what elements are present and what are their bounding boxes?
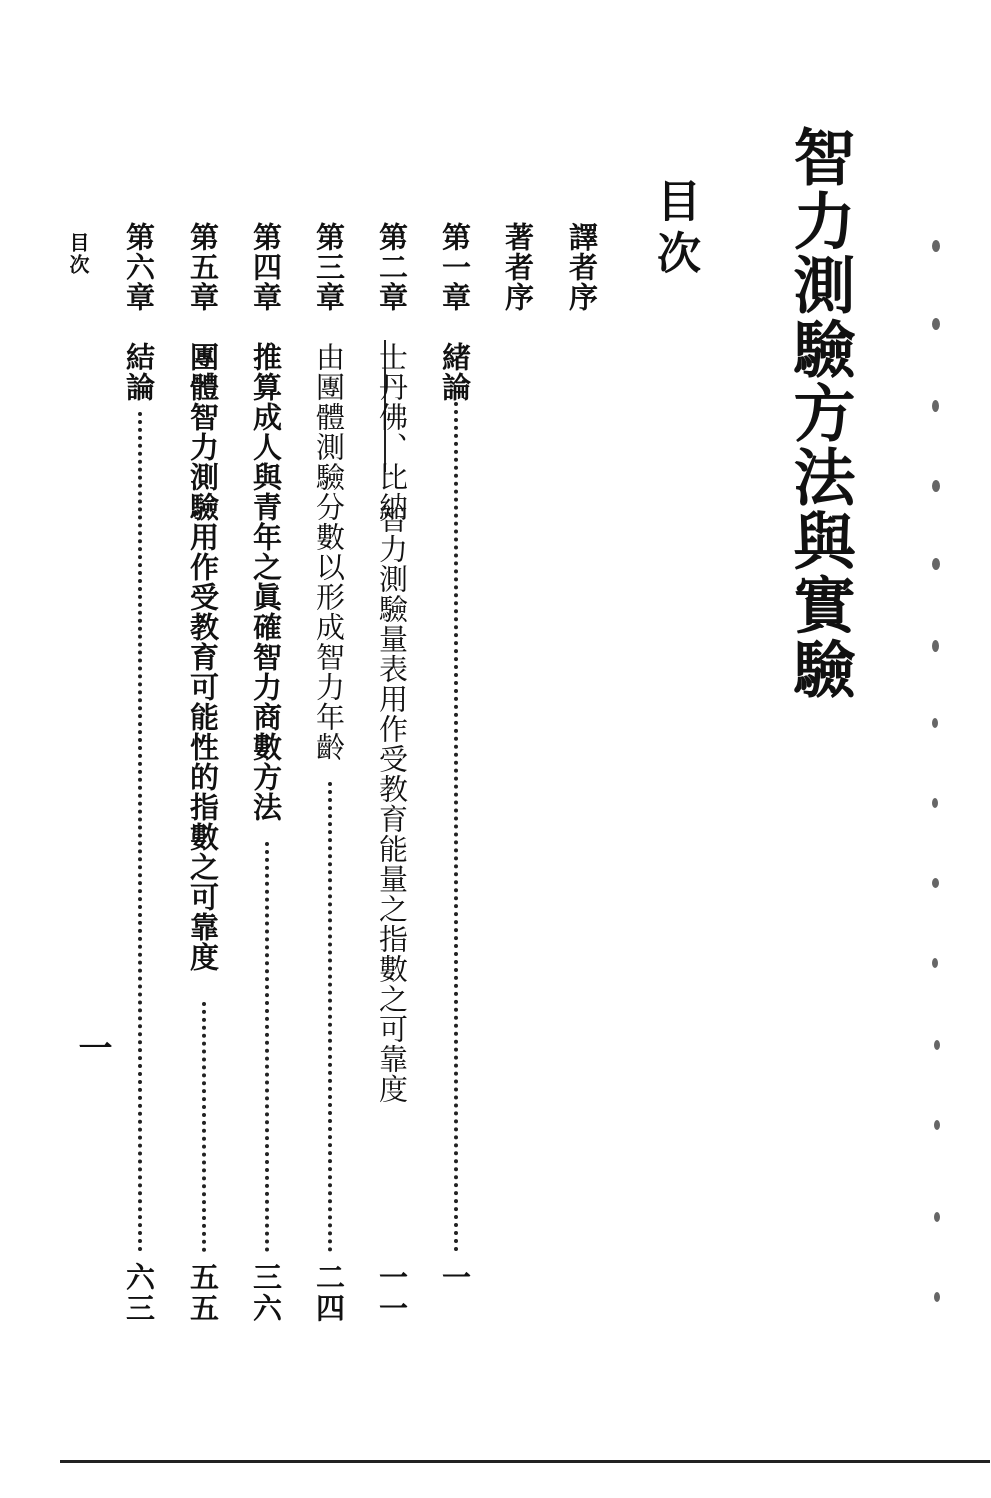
entry-label: 第三章 xyxy=(312,222,346,312)
toc-entry-chapter-2 xyxy=(373,222,413,1332)
dot-leader xyxy=(202,1002,210,1252)
entry-label: 第四章 xyxy=(249,222,283,312)
entry-page-number: 二四 xyxy=(312,1262,346,1324)
dot-leader xyxy=(454,402,462,1252)
toc-entry-chapter-5 xyxy=(184,222,224,1332)
page-folio: 一 xyxy=(72,1030,112,1064)
toc-entry-translator-preface xyxy=(563,222,603,1332)
toc-entry-chapter-6 xyxy=(120,222,160,1332)
entry-label: 著者序 xyxy=(501,222,535,312)
book-title: 智力測驗方法與實驗 xyxy=(783,125,856,701)
entry-title: 結論 xyxy=(122,342,156,402)
running-head: 目次 xyxy=(66,232,90,276)
entry-label: 第二章 xyxy=(375,222,409,312)
toc-entry-chapter-4 xyxy=(247,222,287,1332)
bottom-rule xyxy=(60,1460,990,1463)
entry-label: 第一章 xyxy=(438,222,472,312)
entry-label: 第六章 xyxy=(122,222,156,312)
toc-heading: 目次 xyxy=(649,178,700,282)
entry-label: 譯者序 xyxy=(565,222,599,312)
entry-page-number: 一 xyxy=(438,1262,472,1293)
entry-title: 推算成人與青年之眞確智力商數方法 xyxy=(249,342,283,822)
toc-entry-author-preface xyxy=(499,222,539,1332)
dot-leader xyxy=(265,842,273,1252)
entry-page-number: 五五 xyxy=(186,1262,220,1324)
toc-entry-chapter-3 xyxy=(310,222,350,1332)
entry-page-number: 三六 xyxy=(249,1262,283,1324)
toc-entry-chapter-1 xyxy=(436,222,476,1332)
entry-title: 由團體測驗分數以形成智力年齡 xyxy=(312,342,346,762)
entry-page-number: 六三 xyxy=(122,1262,156,1324)
entry-title: 士丹佛、比納 xyxy=(375,342,409,522)
entry-title-continued: 智力測驗量表用作受教育能量之指數之可靠度 xyxy=(375,504,409,1104)
entry-title: 團體智力測驗用作受教育可能性的指數之可靠度 xyxy=(186,342,220,972)
entry-title: 緒論 xyxy=(438,342,472,402)
dot-leader xyxy=(138,412,146,1252)
entry-label: 第五章 xyxy=(186,222,220,312)
entry-page-number: 一一 xyxy=(375,1262,409,1324)
dot-leader xyxy=(328,782,336,1252)
